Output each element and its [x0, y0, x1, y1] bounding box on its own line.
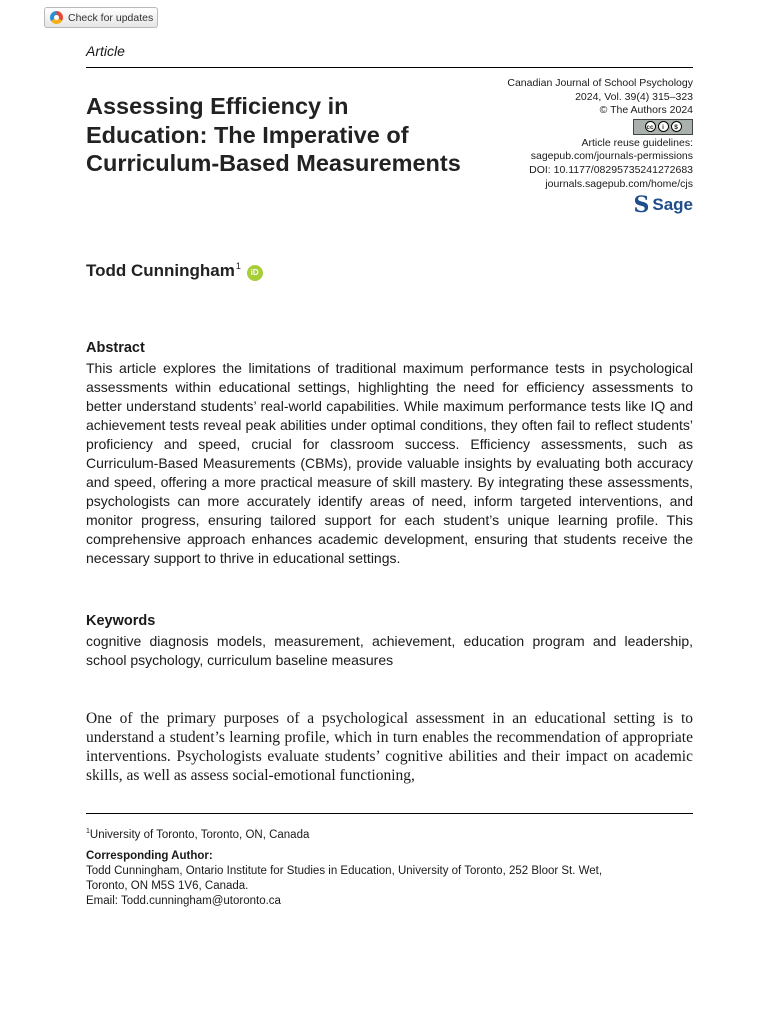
corresponding-email[interactable]: Email: Todd.cunningham@utoronto.ca: [86, 895, 281, 907]
abstract-text: This article explores the limitations of traditional maximum performance tests in psychological assessments within educational settings, highlighting the need for efficiency assessments to better understand students’ real-world capabilities. While maximum performance tests like IQ and achievement tests reveal peak abilities under optimal conditions, they often fail to reflect students’ proficiency and speed, crucial for classroom success. Efficiency assessments, such as Curriculum-Based Measurements (CBMs), provide valuable insights by evaluating both accuracy and speed, offering a more practical measure of skill mastery. By integrating these assessments, psychologists can more accurately identify areas of need, inform targeted interventions, and monitor progress, ensuring tailored support for each student’s unique learning profile. This comprehensive approach enhances academic development, ensuring that students receive the necessary support to thrive in educational settings.: [86, 360, 693, 566]
copyright-notice: © The Authors 2024: [599, 104, 693, 117]
corresponding-author-label: Corresponding Author:: [86, 850, 213, 862]
author-name[interactable]: Todd Cunningham: [86, 261, 235, 280]
keywords-heading: Keywords: [86, 613, 156, 629]
journal-metadata: [393, 77, 693, 217]
article-type-label: Article: [86, 43, 125, 59]
journal-homepage-link[interactable]: journals.sagepub.com/home/cjs: [545, 177, 693, 190]
article-title: Assessing Efficiency in Education: The Imperative of Curriculum-Based Measurements: [86, 93, 461, 176]
journal-name: Canadian Journal of School Psychology: [507, 77, 693, 89]
author-affiliation-mark: 1: [235, 261, 241, 271]
body-paragraph: One of the primary purposes of a psychological assessment in an educational setting is to understand a student’s learning profile, which in turn enables the recommendation of appropriate interventions. Psychologists evaluate students’ cognitive abilities and their impact on academic skills, as well as assess social-emotional functioning,: [86, 710, 693, 784]
footnote-divider: [86, 813, 693, 814]
orcid-icon[interactable]: iD: [247, 265, 263, 281]
publisher-logo: [633, 192, 693, 219]
check-for-updates-button[interactable]: [44, 7, 158, 28]
author-byline: [86, 261, 263, 281]
corresponding-author-block: [86, 849, 693, 909]
sage-logo-icon: S: [633, 192, 650, 219]
doi-link[interactable]: DOI: 10.1177/08295735241272683: [529, 163, 693, 176]
publisher-name: Sage: [652, 195, 693, 215]
affiliation-mark: 1: [86, 828, 90, 835]
permissions-link[interactable]: sagepub.com/journals-permissions: [530, 150, 693, 163]
reuse-guidelines-label: Article reuse guidelines:: [581, 136, 693, 149]
corresponding-address-line-1: Todd Cunningham, Ontario Institute for Studies in Education, University of Toronto, 252 Bloor St. Wet,: [86, 865, 603, 877]
check-for-updates-icon: [50, 11, 63, 24]
check-for-updates-label: Check for updates: [68, 11, 154, 24]
journal-volume: 2024, Vol. 39(4) 315–323: [575, 90, 693, 103]
affiliation-footnote: [86, 824, 693, 843]
corresponding-address-line-2: Toronto, ON M5S 1V6, Canada.: [86, 880, 249, 892]
header-divider: [86, 67, 693, 68]
abstract-heading: Abstract: [86, 340, 145, 356]
keywords-text: cognitive diagnosis models, measurement, achievement, education program and leadership, school psychology, curriculum baseline measures: [86, 633, 693, 668]
affiliation-text: University of Toronto, Toronto, ON, Canada: [89, 829, 310, 841]
cc-by-nc-license-icon[interactable]: cc i $: [633, 119, 693, 135]
